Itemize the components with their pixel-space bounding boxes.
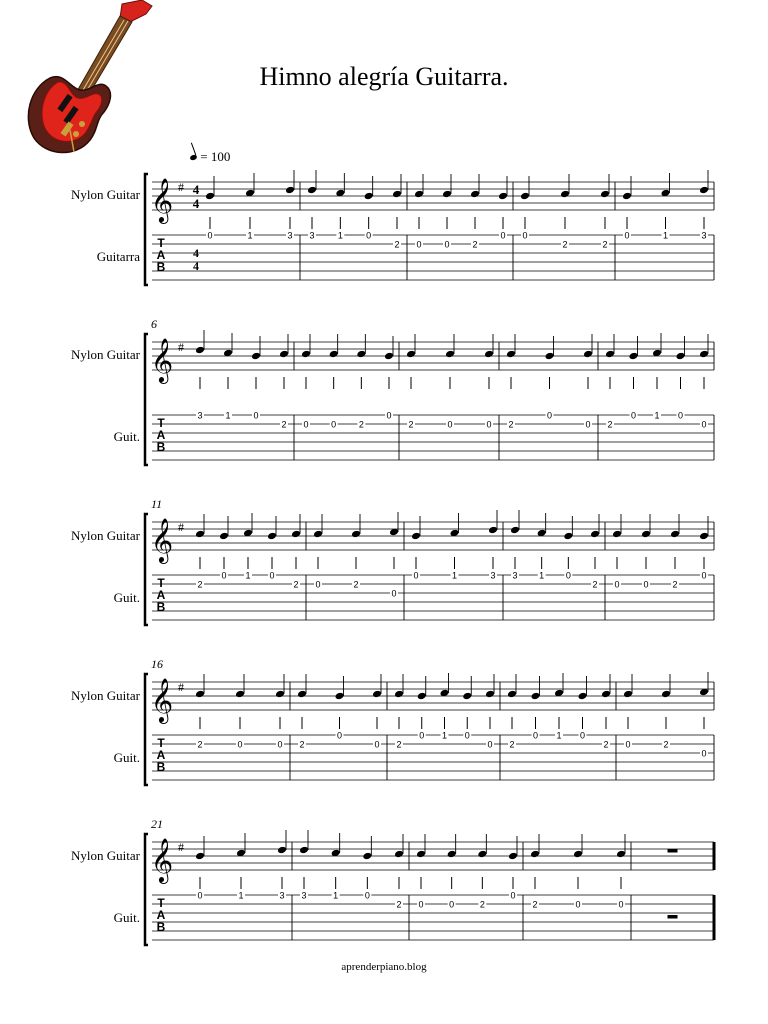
tab-fret-number: 0: [486, 419, 492, 430]
note-head: [285, 186, 295, 195]
tab-fret-number: 0: [419, 730, 425, 741]
tab-fret-number: 2: [293, 579, 299, 590]
note-head: [313, 530, 323, 539]
tab-fret-number: 0: [413, 570, 419, 581]
tab-fret-number: 1: [245, 570, 251, 581]
key-signature-sharp: #: [178, 520, 184, 534]
note-head: [498, 192, 508, 201]
time-signature-bottom: 4: [192, 196, 200, 211]
instrument-label-tab: Guit.: [113, 910, 140, 925]
note-head: [578, 692, 588, 701]
note-head: [583, 350, 593, 359]
note-head: [506, 350, 516, 359]
tab-fret-number: 2: [472, 239, 478, 250]
note-head: [560, 190, 570, 199]
tab-fret-number: 3: [512, 570, 518, 581]
note-head: [394, 850, 404, 859]
instrument-label-tab: Guitarra: [96, 249, 140, 264]
note-head: [485, 690, 495, 699]
time-signature-bottom: 4: [193, 259, 199, 273]
note-head: [629, 352, 639, 361]
tab-fret-number: 0: [510, 890, 516, 901]
note-head: [676, 352, 686, 361]
note-head: [531, 692, 541, 701]
tab-fret-number: 1: [337, 230, 343, 241]
tab-fret-number: 0: [449, 899, 455, 910]
tab-fret-number: 1: [225, 410, 231, 421]
instrument-label-guitar: Nylon Guitar: [71, 848, 140, 863]
tab-fret-number: 3: [197, 410, 203, 421]
tab-clef-letter: T: [157, 896, 165, 910]
tab-fret-number: 0: [643, 579, 649, 590]
note-head: [447, 850, 457, 859]
tab-fret-number: 3: [287, 230, 293, 241]
tab-fret-number: 2: [592, 579, 598, 590]
note-head: [414, 190, 424, 199]
instrument-label-guitar: Nylon Guitar: [71, 187, 140, 202]
note-head: [462, 692, 472, 701]
note-head: [307, 186, 317, 195]
tab-clef-letter: A: [156, 748, 166, 762]
note-head: [297, 690, 307, 699]
tab-fret-number: 0: [366, 230, 372, 241]
measure-number: 16: [151, 657, 163, 671]
treble-clef-icon: 𝄞: [150, 518, 174, 562]
note-head: [277, 846, 287, 855]
treble-clef-icon: 𝄞: [150, 338, 174, 382]
tab-fret-number: 2: [672, 579, 678, 590]
note-head: [442, 190, 452, 199]
tab-fret-number: 0: [565, 570, 571, 581]
note-head: [670, 530, 680, 539]
tab-fret-number: 0: [575, 899, 581, 910]
tab-fret-number: 0: [386, 410, 392, 421]
footer-credit: aprenderpiano.blog: [341, 961, 427, 973]
tab-fret-number: 3: [301, 890, 307, 901]
note-head: [612, 530, 622, 539]
tab-fret-number: 1: [556, 730, 562, 741]
tab-fret-number: 1: [441, 730, 448, 741]
note-head: [406, 350, 416, 359]
note-head: [530, 850, 540, 859]
tab-fret-number: 0: [237, 739, 243, 750]
tempo-value: = 100: [200, 149, 231, 164]
note-head: [384, 352, 394, 361]
note-head: [699, 350, 709, 359]
treble-clef-icon: 𝄞: [150, 678, 174, 722]
note-head: [195, 346, 205, 355]
tab-fret-number: 2: [396, 739, 402, 750]
tab-fret-number: 3: [309, 230, 315, 241]
note-head: [573, 850, 583, 859]
note-head: [356, 350, 366, 359]
tab-fret-number: 2: [607, 419, 613, 430]
note-head: [445, 350, 455, 359]
tab-fret-number: 3: [701, 230, 707, 241]
tab-fret-number: 0: [618, 899, 624, 910]
tab-clef-letter: A: [156, 588, 166, 602]
note-head: [392, 190, 402, 199]
key-signature-sharp: #: [178, 840, 184, 854]
note-head: [195, 530, 205, 539]
tab-fret-number: 0: [464, 730, 470, 741]
instrument-label-tab: Guit.: [113, 750, 140, 765]
key-signature-sharp: #: [178, 680, 184, 694]
note-head: [411, 532, 421, 541]
tab-clef-letter: T: [157, 416, 165, 430]
note-head: [299, 846, 309, 855]
note-head: [605, 350, 615, 359]
tab-clef-letter: B: [156, 440, 166, 454]
tab-fret-number: 0: [532, 730, 539, 741]
tab-fret-number: 2: [663, 739, 669, 750]
tab-fret-number: 2: [602, 239, 608, 250]
tab-fret-number: 2: [562, 239, 568, 250]
tab-fret-number: 1: [247, 230, 253, 241]
note-head: [219, 532, 229, 541]
key-signature-sharp: #: [178, 340, 184, 354]
tab-fret-number: 0: [701, 748, 707, 759]
tab-fret-number: 0: [364, 890, 370, 901]
note-head: [699, 532, 709, 541]
tab-fret-number: 0: [303, 419, 309, 430]
tab-fret-number: 1: [238, 890, 244, 901]
tab-fret-number: 0: [500, 230, 506, 241]
tab-clef-letter: T: [157, 236, 165, 250]
tab-clef-letter: T: [157, 736, 165, 750]
tab-fret-number: 0: [391, 588, 397, 599]
tab-clef-letter: A: [156, 248, 166, 262]
tab-fret-number: 0: [418, 899, 424, 910]
time-signature-top: 4: [193, 246, 199, 260]
tab-fret-number: 2: [353, 579, 359, 590]
note-head: [508, 852, 518, 861]
note-head: [394, 690, 404, 699]
tab-fret-number: 0: [331, 419, 337, 430]
time-signature-top: 4: [192, 182, 200, 197]
tab-fret-number: 2: [508, 419, 514, 430]
tab-fret-number: 0: [677, 410, 684, 421]
note-head: [616, 850, 626, 859]
tab-fret-number: 0: [447, 419, 453, 430]
note-head: [590, 530, 600, 539]
tab-fret-number: 1: [654, 410, 660, 421]
measure-number: 21: [151, 817, 163, 831]
system-bracket: [145, 334, 148, 465]
measure-number: 6: [151, 317, 157, 331]
note-head: [510, 526, 520, 535]
tab-fret-number: 2: [281, 419, 287, 430]
note-head: [477, 850, 487, 859]
tab-fret-number: 2: [396, 899, 402, 910]
tab-fret-number: 2: [394, 239, 400, 250]
tab-fret-number: 0: [546, 410, 553, 421]
note-head: [235, 690, 245, 699]
note-head: [195, 690, 205, 699]
tab-fret-number: 0: [374, 739, 380, 750]
note-head: [470, 190, 480, 199]
tab-fret-number: 2: [197, 739, 203, 750]
note-head: [417, 692, 427, 701]
tab-clef-letter: B: [156, 260, 166, 274]
note-head: [545, 352, 555, 361]
tab-fret-number: 2: [603, 739, 609, 750]
note-head: [301, 350, 311, 359]
note-head: [699, 186, 709, 195]
instrument-label-tab: Guit.: [113, 429, 140, 444]
tab-fret-number: 2: [299, 739, 305, 750]
note-head: [351, 530, 361, 539]
instrument-label-guitar: Nylon Guitar: [71, 347, 140, 362]
note-head: [520, 192, 530, 201]
tab-fret-number: 0: [416, 239, 422, 250]
tab-fret-number: 2: [197, 579, 203, 590]
tab-fret-number: 0: [277, 739, 283, 750]
tab-fret-number: 2: [532, 899, 538, 910]
note-head: [251, 352, 261, 361]
tab-fret-number: 3: [490, 570, 496, 581]
tab-fret-number: 0: [315, 579, 321, 590]
tab-fret-number: 0: [253, 410, 259, 421]
note-head: [622, 192, 632, 201]
note-head: [641, 530, 651, 539]
treble-clef-icon: 𝄞: [150, 838, 174, 882]
key-signature-sharp: #: [178, 180, 184, 194]
tab-fret-number: 2: [479, 899, 485, 910]
whole-rest-icon: [668, 915, 678, 919]
note-head: [661, 690, 671, 699]
tab-clef-letter: B: [156, 920, 166, 934]
treble-clef-icon: 𝄞: [150, 178, 174, 222]
whole-rest-icon: [668, 849, 678, 853]
score-title: Himno alegría Guitarra.: [259, 62, 509, 91]
note-head: [600, 190, 610, 199]
tab-clef-letter: A: [156, 908, 166, 922]
tab-clef-letter: T: [157, 576, 165, 590]
note-head: [275, 690, 285, 699]
note-head: [205, 192, 215, 201]
tab-clef-letter: B: [156, 760, 166, 774]
tab-fret-number: 1: [333, 890, 339, 901]
note-head: [329, 350, 339, 359]
note-head: [335, 692, 345, 701]
note-head: [416, 850, 426, 859]
tab-fret-number: 0: [207, 230, 213, 241]
tab-fret-number: 0: [630, 410, 637, 421]
instrument-label-guitar: Nylon Guitar: [71, 528, 140, 543]
note-head: [267, 532, 277, 541]
note-head: [364, 192, 374, 201]
tab-fret-number: 0: [585, 419, 591, 430]
note-head: [195, 852, 205, 861]
tab-fret-number: 0: [197, 890, 203, 901]
tab-fret-number: 0: [701, 419, 707, 430]
system-bracket: [145, 674, 148, 785]
tab-fret-number: 0: [579, 730, 586, 741]
tab-fret-number: 1: [451, 570, 458, 581]
note-head: [601, 690, 611, 699]
tab-clef-letter: B: [156, 600, 166, 614]
tab-fret-number: 3: [279, 890, 285, 901]
note-head: [279, 350, 289, 359]
note-head: [563, 532, 573, 541]
note-head: [291, 530, 301, 539]
tab-fret-number: 0: [221, 570, 227, 581]
tab-fret-number: 1: [662, 230, 669, 241]
note-head: [362, 852, 372, 861]
note-head: [507, 690, 517, 699]
tab-fret-number: 0: [444, 239, 450, 250]
tab-clef-letter: A: [156, 428, 166, 442]
note-head: [488, 526, 498, 535]
tab-fret-number: 0: [625, 739, 631, 750]
tab-fret-number: 2: [509, 739, 515, 750]
tab-fret-number: 1: [539, 570, 545, 581]
note-head: [372, 690, 382, 699]
tab-fret-number: 0: [487, 739, 493, 750]
tab-fret-number: 0: [522, 230, 528, 241]
tab-fret-number: 0: [614, 579, 620, 590]
measure-number: 11: [151, 497, 163, 511]
tab-fret-number: 2: [358, 419, 364, 430]
instrument-label-guitar: Nylon Guitar: [71, 688, 140, 703]
tab-fret-number: 0: [624, 230, 630, 241]
note-head: [623, 690, 633, 699]
tab-fret-number: 0: [701, 570, 707, 581]
tab-fret-number: 0: [269, 570, 275, 581]
instrument-label-tab: Guit.: [113, 590, 140, 605]
tab-fret-number: 0: [336, 730, 343, 741]
note-head: [484, 350, 494, 359]
system-bracket: [145, 174, 148, 285]
system-bracket: [145, 514, 148, 625]
tab-fret-number: 2: [408, 419, 414, 430]
system-bracket: [145, 834, 148, 945]
